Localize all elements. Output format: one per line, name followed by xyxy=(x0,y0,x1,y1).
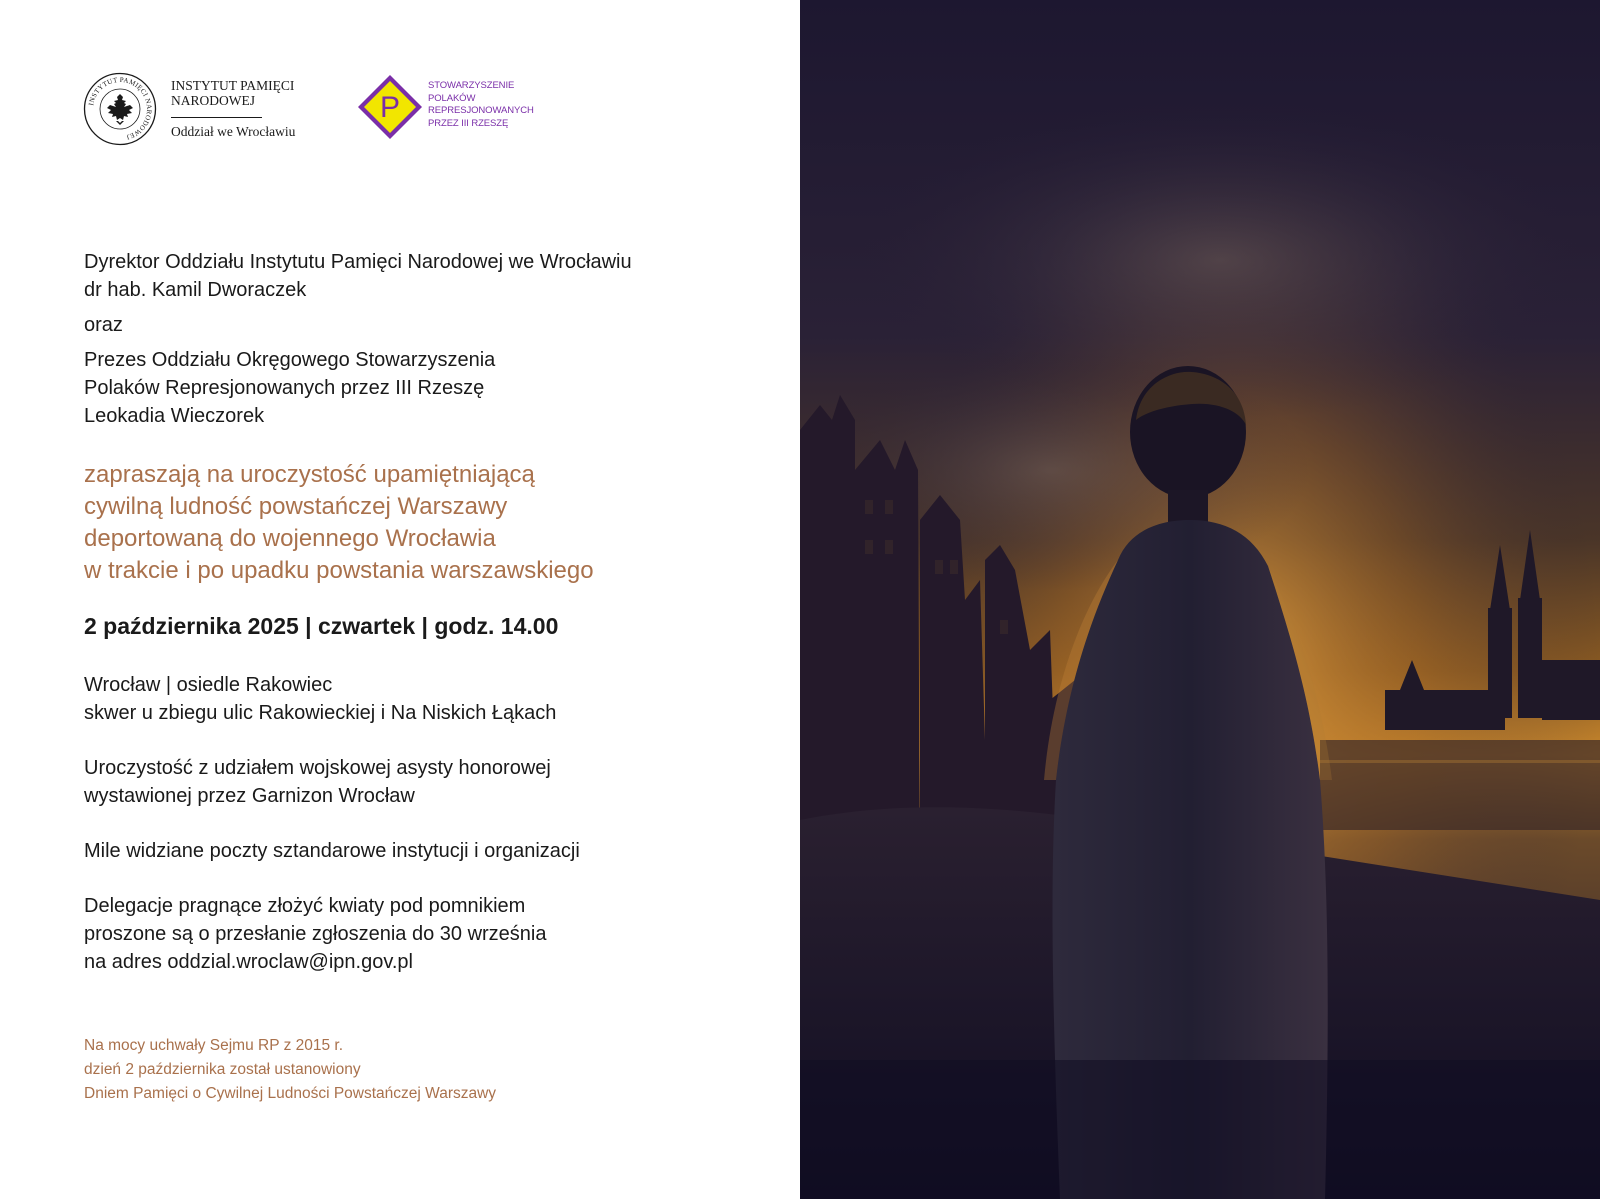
invitation-line: cywilną ludność powstańczej Warszawy xyxy=(84,493,508,520)
seal-text: INSTYTUT PAMIĘCI NARODOWEJ xyxy=(87,75,154,142)
footnote-line: dzień 2 października został ustanowiony xyxy=(84,1061,361,1078)
ipn-name xyxy=(171,78,294,108)
location-line: skwer u zbiegu ulic Rakowieckiej i Na Niskich Łąkach xyxy=(84,702,557,724)
sppr-name-line: REPRESJONOWANYCH xyxy=(428,105,534,116)
ipn-divider xyxy=(171,117,262,118)
illustration-panel xyxy=(800,0,1600,1199)
president-title-line: Polaków Represjonowanych przez III Rzeszę xyxy=(84,377,485,399)
sppr-name-line: PRZEZ III RZESZĘ xyxy=(428,117,509,129)
footnote-line: Na mocy uchwały Sejmu RP z 2015 r. xyxy=(84,1037,344,1054)
sppr-diamond-logo xyxy=(356,73,424,141)
delegations-line: Delegacje pragnące złożyć kwiaty pod pomnikiem xyxy=(84,895,526,917)
footnote-line: Dniem Pamięci o Cywilnej Ludności Powstańczej Warszawy xyxy=(84,1085,497,1102)
president-name: Leokadia Wieczorek xyxy=(84,405,265,427)
delegations-line: proszone są o przesłanie zgłoszenia do 30 września xyxy=(84,923,547,945)
director-title: Dyrektor Oddziału Instytutu Pamięci Narodowej we Wrocławiu xyxy=(84,251,632,273)
invitation-line: deportowaną do wojennego Wrocławia xyxy=(84,525,496,552)
invitation-line: zapraszają na uroczystość upamiętniającą xyxy=(84,461,535,488)
banners-note: Mile widziane poczty sztandarowe instytucji i organizacji xyxy=(84,840,580,862)
president-title-line: Prezes Oddziału Okręgowego Stowarzyszenia xyxy=(84,349,496,371)
ceremony-line: wystawionej przez Garnizon Wrocław xyxy=(84,785,415,807)
delegations-email-line: na adres oddzial.wroclaw@ipn.gov.pl xyxy=(84,951,413,973)
sppr-name-line: POLAKÓW xyxy=(428,92,476,104)
event-datetime: 2 października 2025 | czwartek | godz. 14.00 xyxy=(84,613,559,639)
conjunction: oraz xyxy=(84,314,123,336)
sppr-letter: P xyxy=(379,91,401,124)
location-line: Wrocław | osiedle Rakowiec xyxy=(84,674,333,696)
ipn-eagle-seal-logo xyxy=(83,72,157,146)
boy-ruined-city-illustration xyxy=(800,0,1600,1199)
ipn-branch-name: Oddział we Wrocławiu xyxy=(171,124,296,139)
director-name: dr hab. Kamil Dworaczek xyxy=(84,279,307,301)
ipn-name-line: NARODOWEJ xyxy=(171,93,255,108)
sppr-name xyxy=(428,80,534,130)
sppr-name-line: STOWARZYSZENIE xyxy=(428,80,515,91)
invitation-line: w trakcie i po upadku powstania warszawskiego xyxy=(84,557,594,584)
ceremony-line: Uroczystość z udziałem wojskowej asysty honorowej xyxy=(84,757,551,779)
ipn-name-line: INSTYTUT PAMIĘCI xyxy=(171,78,295,93)
